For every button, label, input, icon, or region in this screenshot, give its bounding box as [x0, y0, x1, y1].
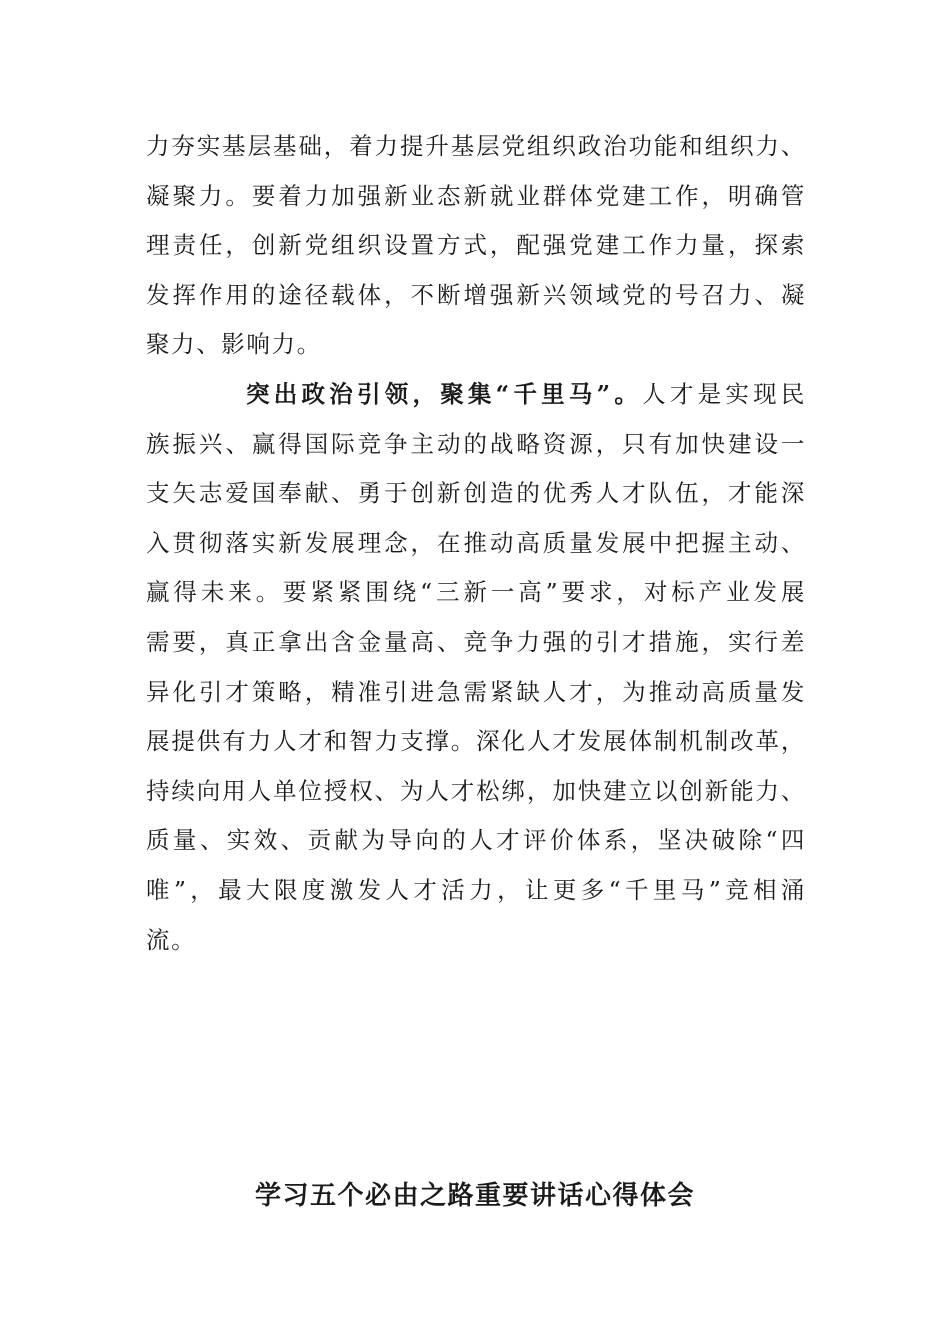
paragraph2-line: 支矢志爱国奉献、勇于创新创造的优秀人才队伍，才能深: [146, 479, 806, 508]
paragraph1-line: 聚力、影响力。: [146, 330, 322, 359]
paragraph2-first-line: [146, 370, 806, 420]
paragraph2-line: 唯”，最大限度激发人才活力，让更多“千里马”竞相涌: [146, 875, 806, 904]
paragraph2-first-line-text: 人才是实现民: [642, 379, 806, 408]
paragraph1-line: 凝聚力。要着力加强新业态新就业群体党建工作，明确管: [146, 181, 806, 210]
body-text: [146, 122, 806, 965]
paragraph2-line: 异化引才策略，精准引进急需紧缺人才，为推动高质量发: [146, 677, 806, 706]
paragraph2-line: 入贯彻落实新发展理念，在推动高质量发展中把握主动、: [146, 528, 806, 557]
paragraph1-line: 力夯实基层基础，着力提升基层党组织政治功能和组织力、: [146, 132, 806, 160]
paragraph1-line: 理责任，创新党组织设置方式，配强党建工作力量，探索: [146, 231, 806, 260]
paragraph2-line: 展提供有力人才和智力支撑。深化人才发展体制机制改革，: [146, 727, 806, 756]
paragraph2-line: 流。: [146, 925, 197, 954]
paragraph2-line: 需要，真正拿出含金量高、竞争力强的引才措施，实行差: [146, 627, 806, 656]
paragraph2-line: 持续向用人单位授权、为人才松绑，加快建立以创新能力、: [146, 776, 806, 805]
document-title: 学习五个必由之路重要讲话心得体会: [254, 1181, 695, 1211]
paragraph2-heading: 突出政治引领，聚集“千里马”。: [246, 379, 643, 408]
paragraph1-line: 发挥作用的途径载体，不断增强新兴领域党的号召力、凝: [146, 280, 806, 309]
paragraph2-line: 质量、实效、贡献为导向的人才评价体系，坚决破除“四: [146, 826, 806, 855]
paragraph2-line: 赢得未来。要紧紧围绕“三新一高”要求，对标产业发展: [146, 578, 806, 607]
paragraph2-line: 族振兴、赢得国际竞争主动的战略资源，只有加快建设一: [146, 429, 806, 458]
